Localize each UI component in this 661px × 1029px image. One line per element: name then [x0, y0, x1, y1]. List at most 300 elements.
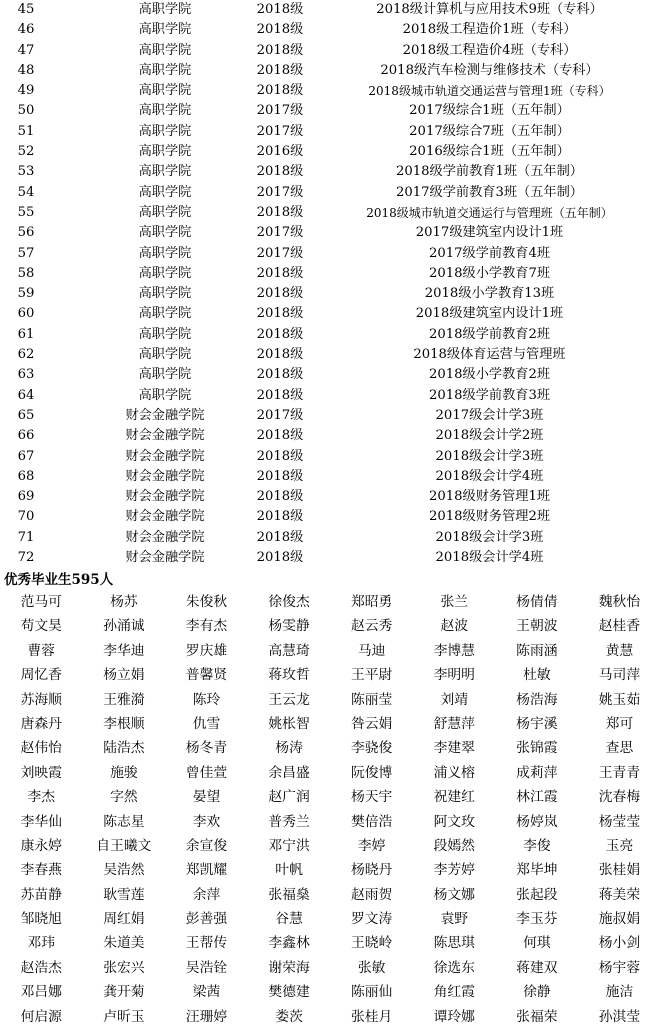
- grade-year: 2018级: [256, 22, 304, 38]
- graduate-name: 李华仙: [20, 813, 62, 830]
- graduate-name: 张锦霞: [516, 740, 558, 757]
- grade-year: 2018级: [256, 265, 304, 281]
- graduate-name: 杨宇蓉: [598, 959, 641, 976]
- graduate-name-row: [0, 858, 661, 882]
- graduate-name: 郑可: [605, 715, 634, 732]
- row-number: 50: [17, 103, 35, 119]
- class-name: 2017级建筑室内设计1班: [415, 225, 564, 241]
- class-name: 2018级会计学3班: [435, 448, 544, 464]
- graduate-name: 李华迪: [103, 642, 145, 659]
- graduate-name: 王平尉: [350, 667, 393, 684]
- class-name: 2018级小学教育13班: [424, 286, 555, 302]
- graduate-name-row: [0, 907, 661, 931]
- graduate-name: 彭善强: [185, 911, 228, 928]
- graduate-name: 龚开菊: [103, 984, 145, 1001]
- graduate-name: 查思: [605, 740, 634, 757]
- graduate-name: 赵浩杰: [20, 959, 62, 976]
- graduate-name: 李杰: [27, 789, 56, 806]
- grade-year: 2017级: [256, 103, 304, 119]
- graduate-name: 朱俊秋: [185, 594, 228, 610]
- class-name: 2018级工程造价4班（专科）: [402, 42, 577, 58]
- graduate-name: 杨苏: [110, 594, 138, 610]
- graduate-name: 杨浩海: [516, 691, 558, 708]
- grade-year: 2018级: [256, 347, 304, 363]
- graduate-name: 娄茨: [275, 1008, 303, 1025]
- college-name: 财会金融学院: [125, 448, 205, 464]
- class-name: 2018级工程造价1班（专科）: [402, 22, 577, 38]
- grade-year: 2018级: [256, 83, 304, 99]
- graduate-name: 徐选东: [433, 959, 475, 976]
- class-name: 2018级会计学4班: [435, 468, 544, 484]
- class-name: 2018级会计学4班: [435, 550, 544, 566]
- graduate-name: 苏苗静: [20, 886, 62, 903]
- graduate-name: 蒋建双: [516, 959, 558, 976]
- class-row: [0, 101, 661, 121]
- graduate-name: 王青青: [598, 764, 641, 781]
- college-name: 财会金融学院: [125, 489, 205, 505]
- college-name: 高职学院: [138, 265, 192, 281]
- graduate-name: 袁野: [440, 911, 469, 928]
- graduate-name: 施骏: [110, 764, 138, 781]
- graduate-name: 罗文涛: [350, 911, 393, 928]
- class-row: [0, 467, 661, 487]
- graduate-name: 徐俊杰: [268, 594, 310, 610]
- class-row: [0, 325, 661, 345]
- graduate-name-row: [0, 980, 661, 1004]
- college-name: 高职学院: [138, 22, 192, 38]
- class-row: [0, 142, 661, 162]
- graduate-name: 李骁俊: [350, 740, 393, 757]
- graduate-name: 李博慧: [433, 642, 475, 659]
- graduate-name: 刘映霞: [20, 764, 62, 781]
- graduate-name: 张起段: [516, 886, 558, 903]
- class-name: 2018级小学教育2班: [428, 367, 551, 383]
- grade-year: 2018级: [256, 468, 304, 484]
- graduate-name: 咎云娟: [350, 715, 393, 732]
- graduate-name: 邓玮: [27, 935, 56, 952]
- class-row: [0, 386, 661, 406]
- row-number: 66: [17, 428, 35, 444]
- college-name: 高职学院: [138, 103, 192, 119]
- graduate-name: 何启源: [20, 1008, 62, 1025]
- college-name: 财会金融学院: [125, 407, 205, 423]
- college-name: 财会金融学院: [125, 550, 205, 566]
- row-number: 46: [17, 22, 35, 38]
- class-row: [0, 41, 661, 61]
- graduate-name: 陈丽莹: [350, 691, 393, 708]
- graduate-name: 杨冬青: [185, 740, 228, 757]
- graduate-name: 余宣俊: [185, 837, 228, 854]
- graduate-name-row: [0, 810, 661, 834]
- college-name: 高职学院: [138, 123, 192, 139]
- class-row: [0, 20, 661, 40]
- graduate-name: 祝建红: [433, 789, 475, 806]
- row-number: 58: [17, 265, 35, 281]
- graduates-heading-count: 595: [71, 572, 100, 588]
- graduate-name: 杜敏: [523, 667, 551, 684]
- class-row: [0, 426, 661, 446]
- college-name: 财会金融学院: [125, 529, 205, 545]
- graduate-name: 蒋美荣: [598, 886, 641, 903]
- class-name: 2018级学前教育1班（五年制）: [395, 164, 583, 180]
- graduate-name: 赵波: [440, 618, 469, 635]
- graduate-name: 张福燊: [268, 886, 310, 903]
- grade-year: 2018级: [256, 367, 304, 383]
- grade-year: 2017级: [256, 225, 304, 241]
- grade-year: 2018级: [256, 428, 304, 444]
- graduate-name: 余萍: [192, 886, 221, 903]
- graduate-name: 徐静: [523, 984, 551, 1001]
- graduate-name: 赵广润: [268, 789, 310, 806]
- graduate-name: 李俊: [523, 837, 551, 854]
- graduate-name: 周忆香: [20, 667, 62, 684]
- graduate-name: 晏望: [192, 789, 221, 806]
- class-row: [0, 284, 661, 304]
- row-number: 57: [17, 245, 35, 261]
- graduate-name: 曹蓉: [27, 642, 56, 659]
- class-name: 2018级小学教育7班: [428, 265, 551, 281]
- college-name: 高职学院: [138, 225, 192, 241]
- graduate-name: 李明明: [433, 667, 475, 684]
- graduate-name: 杨文娜: [433, 886, 475, 903]
- grade-year: 2017级: [256, 184, 304, 200]
- row-number: 54: [17, 184, 35, 200]
- college-name: 高职学院: [138, 326, 192, 342]
- graduate-name: 王晓岭: [350, 935, 393, 952]
- class-name: 2018级会计学2班: [435, 428, 544, 444]
- row-number: 53: [17, 164, 35, 180]
- graduate-name: 王帮传: [185, 935, 228, 952]
- graduate-name-row: [0, 712, 661, 736]
- graduate-name: 叶帆: [275, 862, 303, 879]
- graduates-heading-suffix: 人: [99, 572, 114, 588]
- graduate-name: 高慧琦: [268, 642, 310, 659]
- row-number: 65: [17, 407, 35, 423]
- graduate-name: 梁茜: [192, 984, 221, 1001]
- graduate-name: 张兰: [440, 594, 469, 610]
- graduate-name: 姚枨智: [268, 715, 310, 732]
- college-name: 财会金融学院: [125, 509, 205, 525]
- row-number: 52: [17, 144, 35, 160]
- graduate-name: 施洁: [605, 984, 634, 1001]
- graduate-name: 张福荣: [516, 1008, 558, 1025]
- graduate-name: 樊倍浩: [350, 813, 393, 830]
- grade-year: 2018级: [256, 529, 304, 545]
- row-number: 48: [17, 62, 35, 78]
- graduate-name: 杨小剑: [598, 935, 641, 952]
- graduates-name-grid: [0, 590, 661, 1029]
- college-name: 高职学院: [138, 286, 192, 302]
- graduate-name-row: [0, 663, 661, 687]
- graduate-name: 康永婷: [20, 837, 62, 854]
- class-row: [0, 507, 661, 527]
- class-row: [0, 122, 661, 142]
- graduate-name: 李欢: [192, 813, 221, 830]
- grade-year: 2018级: [256, 286, 304, 302]
- class-row: [0, 406, 661, 426]
- class-row: [0, 548, 661, 568]
- class-name: 2018级计算机与应用技术9班（专科）: [376, 2, 603, 17]
- graduate-name: 陈雨涵: [516, 642, 558, 659]
- class-row: [0, 447, 661, 467]
- graduate-name: 陈思琪: [433, 935, 475, 952]
- graduate-name: 杨雯静: [268, 618, 310, 635]
- graduate-name: 张敏: [357, 959, 386, 976]
- graduate-name: 汪珊婷: [185, 1008, 228, 1025]
- graduate-name: 樊德建: [268, 984, 310, 1001]
- class-row: [0, 264, 661, 284]
- graduate-name: 孙涌诚: [103, 618, 145, 635]
- row-number: 45: [17, 2, 35, 17]
- row-number: 69: [17, 489, 35, 505]
- graduate-name: 玉亮: [605, 837, 634, 854]
- college-name: 高职学院: [138, 83, 192, 99]
- graduate-name: 杨天宇: [350, 789, 393, 806]
- row-number: 51: [17, 123, 35, 139]
- class-row: [0, 345, 661, 365]
- graduate-name: 苏海顺: [20, 691, 62, 708]
- graduate-name: 郑凯耀: [185, 862, 228, 879]
- graduate-name: 杨倩倩: [516, 594, 558, 610]
- graduate-name: 朱道美: [103, 935, 145, 952]
- graduate-name: 李根顺: [103, 715, 145, 732]
- graduate-name: 郑昭勇: [350, 594, 393, 610]
- college-name: 财会金融学院: [125, 428, 205, 444]
- class-row: [0, 223, 661, 243]
- graduate-name: 阿文玫: [433, 813, 475, 830]
- row-number: 49: [17, 83, 35, 99]
- graduate-name: 舒慧萍: [433, 715, 475, 732]
- graduate-name: 范马可: [20, 594, 62, 610]
- graduate-name: 周红娟: [103, 911, 145, 928]
- graduate-name: 马司萍: [598, 667, 641, 684]
- grade-year: 2018级: [256, 62, 304, 78]
- class-name: 2018级建筑室内设计1班: [415, 306, 564, 322]
- row-number: 59: [17, 286, 35, 302]
- graduate-name: 杨宇溪: [516, 715, 558, 732]
- grade-year: 2017级: [256, 407, 304, 423]
- graduate-name: 魏秋怡: [598, 594, 641, 610]
- graduate-name: 王雅漪: [103, 691, 145, 708]
- graduate-name: 曾佳萱: [185, 764, 228, 781]
- class-row: [0, 528, 661, 548]
- grade-year: 2018级: [256, 326, 304, 342]
- graduate-name: 李婷: [357, 837, 386, 854]
- row-number: 61: [17, 326, 35, 342]
- graduate-name-row: [0, 761, 661, 785]
- class-name: 2017级学前教育3班（五年制）: [395, 184, 583, 200]
- class-row: [0, 183, 661, 203]
- graduate-name: 施叔娟: [598, 911, 641, 928]
- graduate-name: 陆浩杰: [103, 740, 145, 757]
- row-number: 68: [17, 468, 35, 484]
- row-number: 47: [17, 42, 35, 58]
- grade-year: 2018级: [256, 42, 304, 58]
- graduate-name: 陈志星: [103, 813, 145, 830]
- graduate-name: 杨立娟: [103, 667, 145, 684]
- class-row: [0, 244, 661, 264]
- graduate-name: 邹晓旭: [20, 911, 62, 928]
- graduate-name-row: [0, 834, 661, 858]
- graduate-name: 普秀兰: [268, 813, 310, 830]
- graduate-name: 唐森丹: [20, 715, 62, 732]
- grade-year: 2017级: [256, 245, 304, 261]
- graduate-name: 李鑫林: [268, 935, 310, 952]
- graduate-name: 吴浩铨: [185, 959, 228, 976]
- graduate-name: 李有杰: [185, 618, 228, 635]
- college-name: 高职学院: [138, 62, 192, 78]
- grade-year: 2017级: [256, 123, 304, 139]
- college-name: 高职学院: [138, 144, 192, 160]
- graduate-name-row: [0, 931, 661, 955]
- college-name: 高职学院: [138, 306, 192, 322]
- row-number: 71: [17, 529, 35, 545]
- graduates-heading-prefix: 优秀毕业生: [4, 572, 72, 588]
- class-row: [0, 162, 661, 182]
- class-name: 2018级学前教育2班: [428, 326, 551, 342]
- graduate-name: 耿雪莲: [103, 886, 145, 903]
- graduate-name: 自王曦文: [96, 837, 152, 854]
- row-number: 56: [17, 225, 35, 241]
- graduate-name: 蒋玫哲: [268, 667, 310, 684]
- class-name: 2018级会计学3班: [435, 529, 544, 545]
- class-name: 2018级汽车检测与维修技术（专科）: [380, 62, 599, 78]
- graduate-name: 林江霞: [516, 789, 558, 806]
- graduate-name: 谭玲娜: [433, 1008, 475, 1025]
- grade-year: 2018级: [256, 204, 304, 220]
- graduate-name: 赵桂香: [598, 618, 641, 635]
- graduate-name: 陈玲: [192, 691, 221, 708]
- class-row: [0, 61, 661, 81]
- graduate-name: 成莉萍: [516, 764, 558, 781]
- grade-year: 2018级: [256, 306, 304, 322]
- graduate-name: 黄慧: [605, 642, 634, 659]
- graduate-name: 马迪: [357, 642, 386, 659]
- graduate-name: 杨莹莹: [598, 813, 641, 830]
- college-name: 高职学院: [138, 184, 192, 200]
- graduate-name: 谷慧: [275, 911, 303, 928]
- class-name: 2018级体育运营与管理班: [413, 347, 566, 363]
- row-number: 63: [17, 367, 35, 383]
- class-name: 2018级财务管理2班: [428, 509, 551, 525]
- graduate-name: 李芳婷: [433, 862, 475, 879]
- graduate-name: 陈丽仙: [350, 984, 393, 1001]
- graduate-name: 郑毕坤: [516, 862, 558, 879]
- class-row: [0, 304, 661, 324]
- graduates-heading: [4, 570, 113, 590]
- graduate-name: 杨涛: [275, 740, 303, 757]
- class-name: 2017级综合7班（五年制）: [409, 123, 570, 139]
- college-name: 高职学院: [138, 347, 192, 363]
- class-name: 2018级城市轨道交通运行与管理班（五年制）: [366, 205, 613, 220]
- graduate-name: 吴浩然: [103, 862, 145, 879]
- graduate-name-row: [0, 883, 661, 907]
- graduate-name: 苟文昊: [20, 618, 62, 635]
- graduate-name-row: [0, 1005, 661, 1029]
- class-name: 2018级城市轨道交通运营与管理1班（专科）: [368, 84, 611, 99]
- grade-year: 2018级: [256, 448, 304, 464]
- grade-year: 2018级: [256, 2, 304, 17]
- graduate-name: 杨婷岚: [516, 813, 558, 830]
- graduate-name: 张桂娟: [598, 862, 641, 879]
- row-number: 62: [17, 347, 35, 363]
- graduate-name-row: [0, 736, 661, 760]
- graduate-name: 浦义榕: [433, 764, 475, 781]
- graduate-name-row: [0, 688, 661, 712]
- college-name: 高职学院: [138, 387, 192, 403]
- graduate-name: 普馨贤: [185, 667, 228, 684]
- graduate-name: 赵云秀: [350, 618, 393, 635]
- graduate-name-row: [0, 639, 661, 663]
- class-name: 2018级财务管理1班: [428, 489, 551, 505]
- graduate-name: 姚玉茹: [598, 691, 641, 708]
- graduate-name: 杨晓丹: [350, 862, 393, 879]
- graduate-name: 王朝波: [516, 618, 558, 635]
- graduate-name: 邓宁洪: [268, 837, 310, 854]
- graduate-name: 仇雪: [192, 715, 221, 732]
- graduate-name: 角红霞: [433, 984, 475, 1001]
- row-number: 67: [17, 448, 35, 464]
- class-name: 2017级学前教育4班: [428, 245, 551, 261]
- grade-year: 2018级: [256, 550, 304, 566]
- class-name: 2016级综合1班（五年制）: [409, 144, 570, 160]
- graduate-name: 张宏兴: [103, 959, 145, 976]
- graduate-name: 李春燕: [20, 862, 62, 879]
- graduate-name: 字然: [110, 789, 138, 806]
- grade-year: 2018级: [256, 387, 304, 403]
- graduate-name: 李玉芬: [516, 911, 558, 928]
- grade-year: 2018级: [256, 509, 304, 525]
- college-name: 高职学院: [138, 164, 192, 180]
- graduate-name: 谢荣海: [268, 959, 310, 976]
- college-name: 高职学院: [138, 367, 192, 383]
- graduate-name: 阮俊博: [350, 764, 393, 781]
- class-name: 2017级会计学3班: [435, 407, 544, 423]
- class-row: [0, 81, 661, 101]
- row-number: 70: [17, 509, 35, 525]
- grade-year: 2018级: [256, 489, 304, 505]
- row-number: 60: [17, 306, 35, 322]
- graduate-name: 余昌盛: [268, 764, 310, 781]
- class-row: [0, 203, 661, 223]
- graduate-name: 卢昕玉: [103, 1008, 145, 1025]
- graduate-name: 刘靖: [440, 691, 469, 708]
- class-name: 2017级综合1班（五年制）: [409, 103, 570, 119]
- grade-year: 2018级: [256, 164, 304, 180]
- graduate-name: 张桂月: [350, 1008, 393, 1025]
- class-row: [0, 487, 661, 507]
- graduate-name: 段嫣然: [433, 837, 475, 854]
- class-row: [0, 365, 661, 385]
- graduate-name: 孙淇莹: [598, 1008, 641, 1025]
- graduate-name-row: [0, 785, 661, 809]
- graduate-name: 赵雨贺: [350, 886, 393, 903]
- graduate-name: 何琪: [523, 935, 551, 952]
- college-name: 高职学院: [138, 42, 192, 58]
- row-number: 55: [17, 204, 35, 220]
- class-name: 2018级学前教育3班: [428, 387, 551, 403]
- graduate-name-row: [0, 614, 661, 638]
- college-name: 高职学院: [138, 2, 192, 17]
- graduate-name: 罗庆雄: [185, 642, 228, 659]
- grade-year: 2016级: [256, 144, 304, 160]
- college-name: 财会金融学院: [125, 468, 205, 484]
- class-row: [0, 0, 661, 20]
- row-number: 64: [17, 387, 35, 403]
- graduate-name: 沈春梅: [598, 789, 641, 806]
- row-number: 72: [17, 550, 35, 566]
- graduate-name: 邓吕娜: [20, 984, 62, 1001]
